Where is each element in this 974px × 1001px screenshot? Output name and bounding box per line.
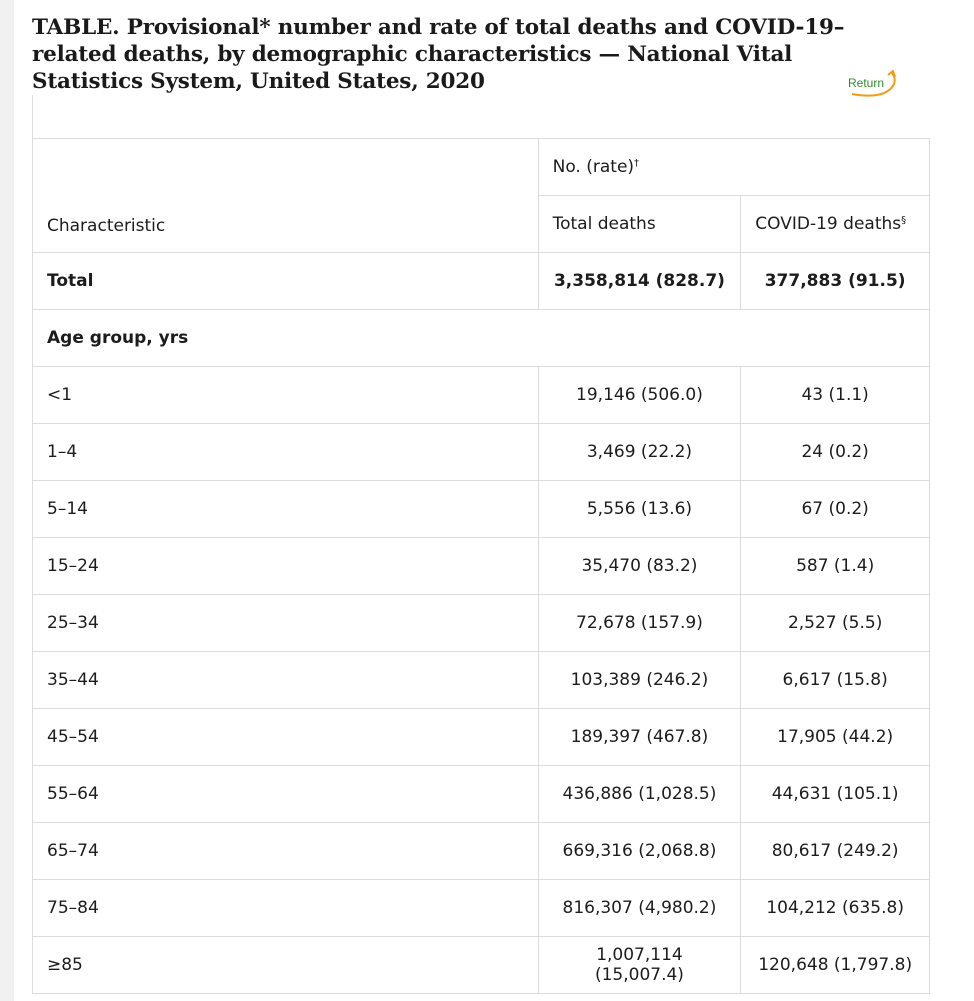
- section-mark: §: [901, 215, 907, 226]
- left-gutter: [0, 0, 14, 1001]
- row-label: 5–14: [33, 481, 539, 538]
- row-covid-deaths: 587 (1.4): [741, 538, 930, 595]
- table-row: [33, 595, 930, 652]
- table-row: [33, 538, 930, 595]
- header-total-deaths: Total deaths: [538, 196, 741, 253]
- total-covid-cell: 377,883 (91.5): [741, 253, 930, 310]
- total-label: Total: [33, 253, 539, 310]
- header-characteristic: Characteristic: [33, 139, 539, 253]
- row-total-deaths: 816,307 (4,980.2): [538, 880, 741, 937]
- row-label: 25–34: [33, 595, 539, 652]
- row-total-deaths: 1,007,114 (15,007.4): [538, 937, 741, 994]
- row-label: 55–64: [33, 766, 539, 823]
- row-total-deaths: 189,397 (467.8): [538, 709, 741, 766]
- table-title: TABLE. Provisional* number and rate of total deaths and COVID-19–related deaths, by demographic characteristics — National Vital Statistics System, United States, 2020: [32, 15, 845, 94]
- row-label: 1–4: [33, 424, 539, 481]
- row-total-deaths: 19,146 (506.0): [538, 367, 741, 424]
- dagger-mark: †: [634, 158, 640, 169]
- table-row: [33, 652, 930, 709]
- table-row: [33, 766, 930, 823]
- row-covid-deaths: 67 (0.2): [741, 481, 930, 538]
- row-total-deaths: 669,316 (2,068.8): [538, 823, 741, 880]
- row-covid-deaths: 44,631 (105.1): [741, 766, 930, 823]
- row-covid-deaths: 120,648 (1,797.8): [741, 937, 930, 994]
- table-row: [33, 709, 930, 766]
- header-covid-deaths: COVID-19 deaths§: [741, 196, 930, 253]
- row-label: 15–24: [33, 538, 539, 595]
- total-row: [33, 253, 930, 310]
- table-row: [33, 367, 930, 424]
- row-covid-deaths: 6,617 (15.8): [741, 652, 930, 709]
- return-link[interactable]: [848, 70, 900, 100]
- row-covid-deaths: 24 (0.2): [741, 424, 930, 481]
- total-deaths-cell: 3,358,814 (828.7): [538, 253, 741, 310]
- row-covid-deaths: 43 (1.1): [741, 367, 930, 424]
- page-content: [32, 0, 930, 95]
- return-label[interactable]: Return: [848, 76, 885, 90]
- row-covid-deaths: 2,527 (5.5): [741, 595, 930, 652]
- age-rows: [33, 367, 930, 994]
- table-row: [33, 823, 930, 880]
- table-row: [33, 937, 930, 994]
- row-label: 65–74: [33, 823, 539, 880]
- row-total-deaths: 72,678 (157.9): [538, 595, 741, 652]
- row-label: 45–54: [33, 709, 539, 766]
- table-row: [33, 481, 930, 538]
- row-total-deaths: 5,556 (13.6): [538, 481, 741, 538]
- row-total-deaths: 35,470 (83.2): [538, 538, 741, 595]
- row-label: 35–44: [33, 652, 539, 709]
- row-total-deaths: 103,389 (246.2): [538, 652, 741, 709]
- row-total-deaths: 3,469 (22.2): [538, 424, 741, 481]
- row-total-deaths: 436,886 (1,028.5): [538, 766, 741, 823]
- row-label: 75–84: [33, 880, 539, 937]
- section-label: Age group, yrs: [33, 310, 930, 367]
- table-row: [33, 880, 930, 937]
- section-row: [33, 310, 930, 367]
- header-group: No. (rate)†: [538, 139, 929, 196]
- row-label: ≥85: [33, 937, 539, 994]
- header-row-group: [33, 139, 930, 196]
- row-covid-deaths: 104,212 (635.8): [741, 880, 930, 937]
- row-covid-deaths: 17,905 (44.2): [741, 709, 930, 766]
- row-label: <1: [33, 367, 539, 424]
- table-row: [33, 424, 930, 481]
- deaths-table: [32, 138, 930, 994]
- divider-line: [32, 95, 33, 139]
- row-covid-deaths: 80,617 (249.2): [741, 823, 930, 880]
- return-arrow-icon: [848, 70, 900, 100]
